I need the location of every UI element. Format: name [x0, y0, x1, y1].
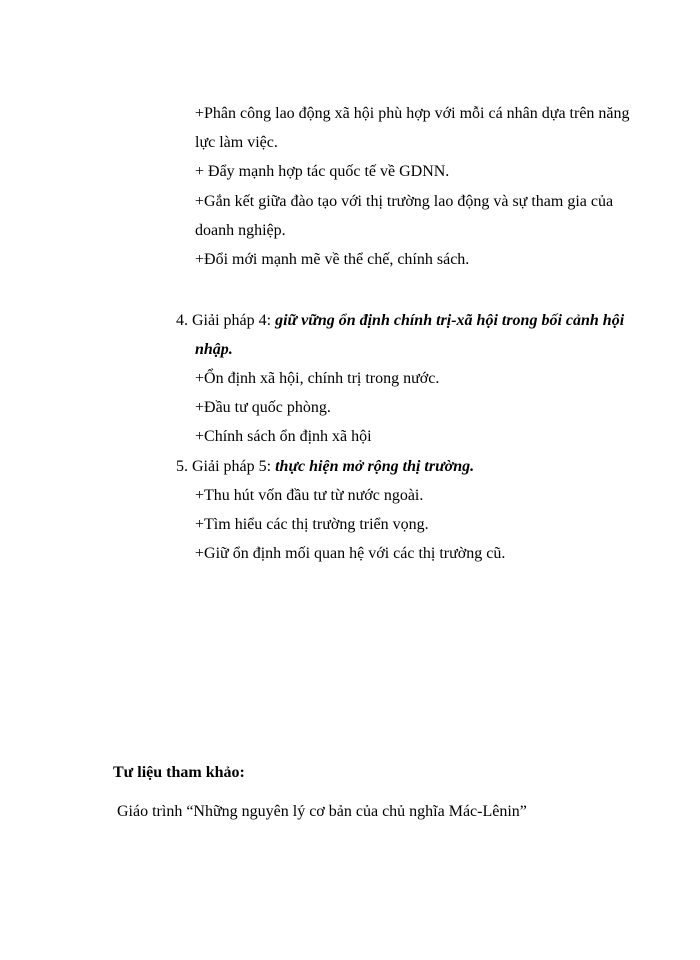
solution-4-title: giữ vững ổn định chính trị-xã hội trong bối cảnh hội: [275, 312, 625, 329]
solution-4-heading: [176, 311, 624, 331]
bullet-item: + Đẩy mạnh hợp tác quốc tế về GDNN.: [195, 163, 450, 180]
reference-item: Giáo trình “Những nguyên lý cơ bản của chủ nghĩa Mác-Lênin”: [117, 803, 527, 820]
bullet-item: +Ổn định xã hội, chính trị trong nước.: [195, 370, 440, 387]
bullet-item-continuation: doanh nghiệp.: [195, 222, 286, 239]
bullet-item: +Thu hút vốn đầu tư từ nước ngoài.: [195, 487, 424, 504]
bullet-item: +Tìm hiểu các thị trường triển vọng.: [195, 516, 429, 533]
bullet-item: +Đổi mới mạnh mẽ về thể chế, chính sách.: [195, 251, 470, 268]
bullet-item: +Chính sách ổn định xã hội: [195, 428, 372, 445]
bullet-item: +Gắn kết giữa đào tạo với thị trường lao động và sự tham gia của: [195, 193, 614, 210]
bullet-item: +Phân công lao động xã hội phù hợp với mỗi cá nhân dựa trên năng: [195, 105, 630, 122]
solution-5-title: thực hiện mở rộng thị trường.: [275, 458, 475, 475]
bullet-item-continuation: lực làm việc.: [195, 134, 278, 151]
references-heading: Tư liệu tham khảo:: [113, 764, 245, 781]
solution-5-heading: [176, 457, 474, 477]
solution-4-prefix: 4. Giải pháp 4:: [176, 312, 276, 329]
solution-5-prefix: 5. Giải pháp 5:: [176, 458, 276, 475]
solution-4-title-continuation: nhập.: [195, 341, 233, 358]
bullet-item: +Đầu tư quốc phòng.: [195, 399, 331, 416]
bullet-item: +Giữ ổn định mối quan hệ với các thị trường cũ.: [195, 545, 506, 562]
